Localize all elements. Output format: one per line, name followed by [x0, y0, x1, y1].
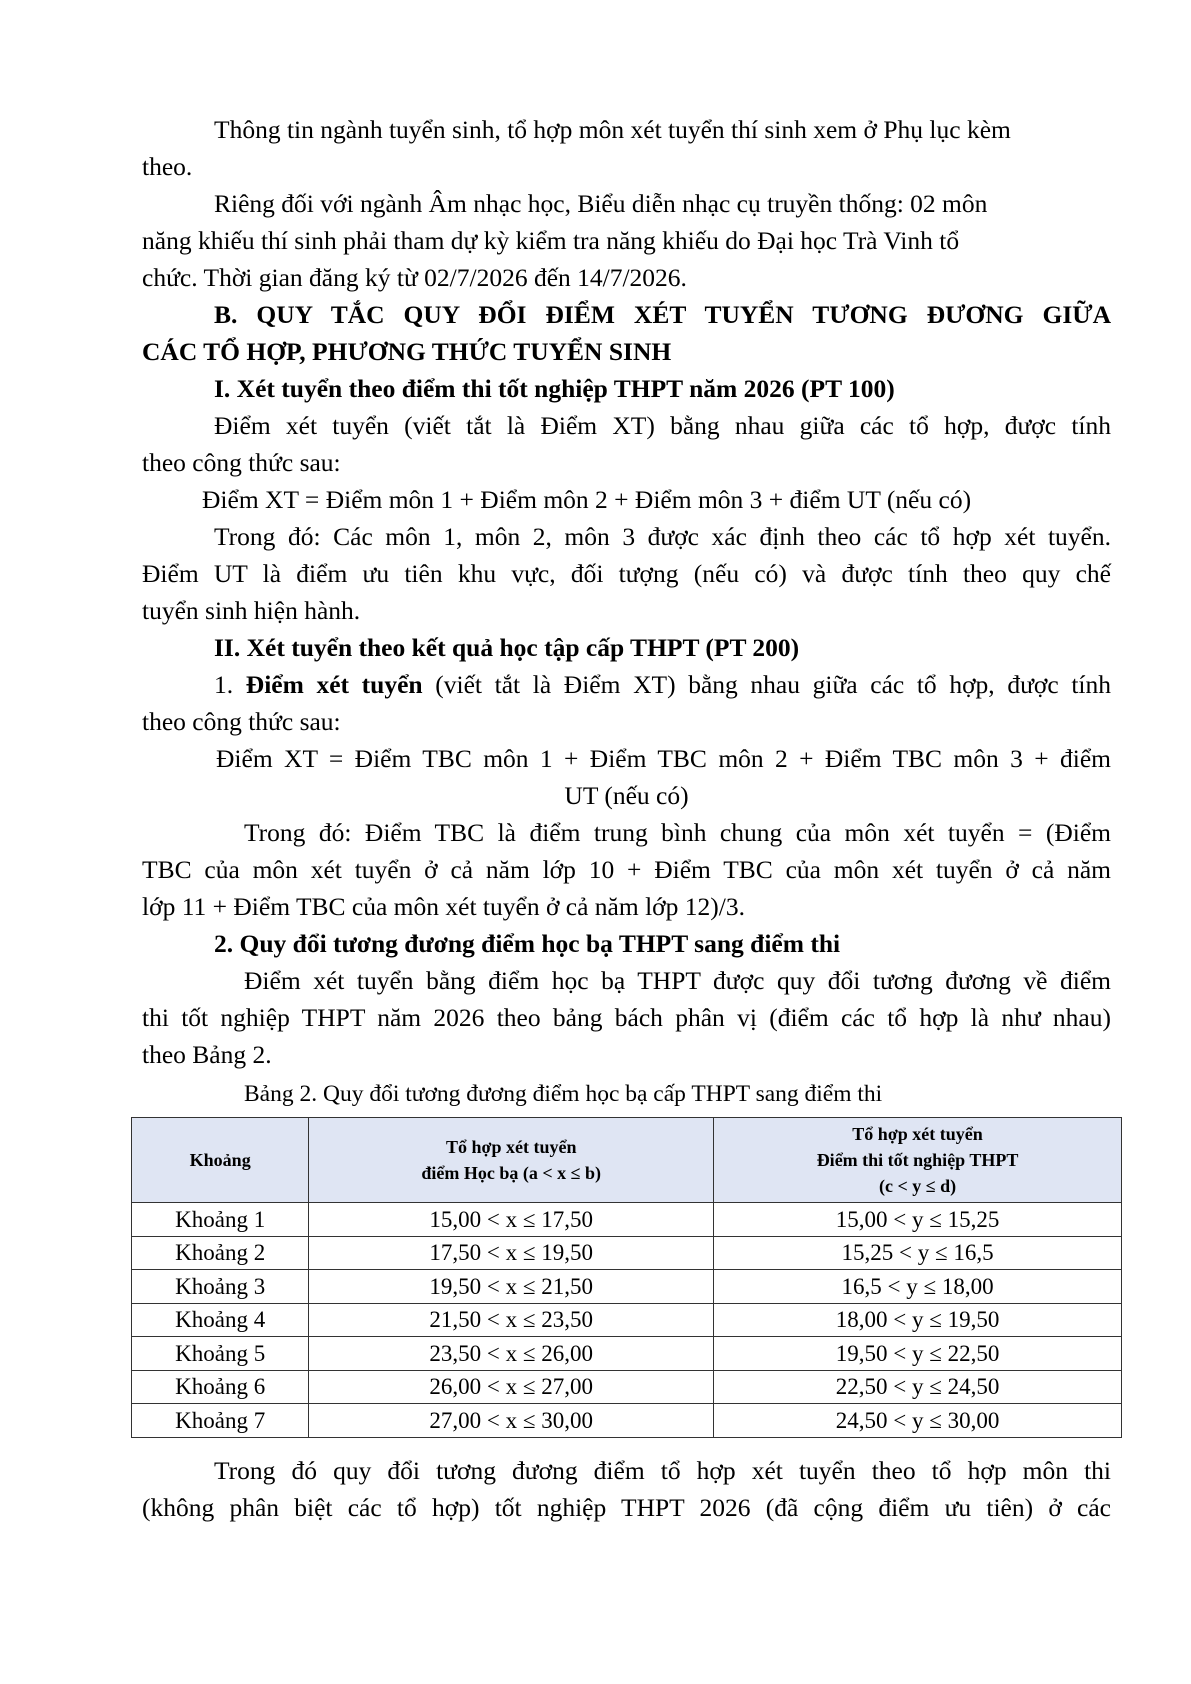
table-row — [132, 1236, 1122, 1270]
section-1-paragraph-1-line-2: theo công thức sau: — [142, 448, 341, 477]
cell-khoang: Khoảng 6 — [132, 1370, 309, 1404]
section-2-formula-line-1: Điểm XT = Điểm TBC môn 1 + Điểm TBC môn 2 + Điểm TBC môn 3 + điểm — [216, 744, 1111, 773]
intro-paragraph-2-line-1: Riêng đối với ngành Âm nhạc học, Biểu diễn nhạc cụ truyền thống: 02 môn — [214, 189, 988, 218]
table-2-caption: Bảng 2. Quy đổi tương đương điểm học bạ cấp THPT sang điểm thi — [244, 1081, 883, 1107]
cell-diem-thi-range: 15,00 < y ≤ 15,25 — [714, 1203, 1122, 1237]
cell-hoc-ba-range: 27,00 < x ≤ 30,00 — [309, 1404, 714, 1438]
cell-khoang: Khoảng 5 — [132, 1337, 309, 1371]
cell-hoc-ba-range: 23,50 < x ≤ 26,00 — [309, 1337, 714, 1371]
section-2-paragraph-1-line-1: 1. Điểm xét tuyển (viết tắt là Điểm XT) bằng nhau giữa các tổ hợp, được tính — [214, 670, 1112, 699]
section-2-paragraph-3-line-1: Điểm xét tuyển bằng điểm học bạ THPT được quy đổi tương đương về điểm — [244, 966, 1111, 995]
intro-paragraph-1-line-1: Thông tin ngành tuyển sinh, tổ hợp môn xét tuyển thí sinh xem ở Phụ lục kèm — [214, 115, 1011, 144]
section-b-heading-line-2: CÁC TỔ HỢP, PHƯƠNG THỨC TUYỂN SINH — [142, 337, 672, 366]
cell-khoang: Khoảng 3 — [132, 1270, 309, 1304]
outro-line-2: (không phân biệt các tổ hợp) tốt nghiệp THPT 2026 (đã cộng điểm ưu tiên) ở các — [142, 1493, 1111, 1522]
section-2-formula-line-2: UT (nếu có) — [564, 781, 689, 810]
section-1-paragraph-2-line-3: tuyển sinh hiện hành. — [142, 596, 361, 625]
section-1-paragraph-2-line-1: Trong đó: Các môn 1, môn 2, môn 3 được xác định theo các tổ hợp xét tuyển. — [214, 522, 1111, 551]
cell-diem-thi-range: 22,50 < y ≤ 24,50 — [714, 1370, 1122, 1404]
section-1-paragraph-1-line-1: Điểm xét tuyển (viết tắt là Điểm XT) bằng nhau giữa các tổ hợp, được tính — [214, 411, 1111, 440]
intro-paragraph-2-line-3: chức. Thời gian đăng ký từ 02/7/2026 đến 14/7/2026. — [142, 263, 687, 292]
section-2-paragraph-2-line-2: TBC của môn xét tuyển ở cả năm lớp 10 + Điểm TBC của môn xét tuyển ở cả năm — [142, 855, 1111, 884]
cell-khoang: Khoảng 2 — [132, 1236, 309, 1270]
section-2-heading: II. Xét tuyển theo kết quả học tập cấp THPT (PT 200) — [214, 633, 800, 662]
intro-paragraph-2-line-2: năng khiếu thí sinh phải tham dự kỳ kiểm tra năng khiếu do Đại học Trà Vinh tổ — [142, 226, 960, 255]
outro-line-1: Trong đó quy đổi tương đương điểm tổ hợp xét tuyển theo tổ hợp môn thi — [214, 1456, 1111, 1485]
intro-paragraph-1-line-2: theo. — [142, 152, 193, 181]
cell-khoang: Khoảng 4 — [132, 1303, 309, 1337]
cell-diem-thi-range: 24,50 < y ≤ 30,00 — [714, 1404, 1122, 1438]
table-header-row — [132, 1118, 1122, 1203]
header-diem-thi: Tổ hợp xét tuyển Điểm thi tốt nghiệp THPT (c < y ≤ d) — [714, 1118, 1122, 1203]
cell-khoang: Khoảng 1 — [132, 1203, 309, 1237]
section-2-paragraph-2-line-3: lớp 11 + Điểm TBC của môn xét tuyển ở cả năm lớp 12)/3. — [142, 892, 745, 921]
section-1-paragraph-2-line-2: Điểm UT là điểm ưu tiên khu vực, đối tượng (nếu có) và được tính theo quy chế — [142, 559, 1111, 588]
cell-hoc-ba-range: 19,50 < x ≤ 21,50 — [309, 1270, 714, 1304]
cell-diem-thi-range: 15,25 < y ≤ 16,5 — [714, 1236, 1122, 1270]
section-2-paragraph-1-line-2: theo công thức sau: — [142, 707, 341, 736]
section-2-bold-term: Điểm xét tuyển — [245, 670, 423, 699]
section-2-paragraph-3-line-2: thi tốt nghiệp THPT năm 2026 theo bảng bách phân vị (điểm các tổ hợp là như nhau) — [142, 1003, 1111, 1032]
header-hoc-ba: Tổ hợp xét tuyển điểm Học bạ (a < x ≤ b) — [309, 1118, 714, 1203]
header-khoang: Khoảng — [132, 1118, 309, 1203]
cell-hoc-ba-range: 26,00 < x ≤ 27,00 — [309, 1370, 714, 1404]
cell-diem-thi-range: 19,50 < y ≤ 22,50 — [714, 1337, 1122, 1371]
section-1-heading: I. Xét tuyển theo điểm thi tốt nghiệp THPT năm 2026 (PT 100) — [214, 374, 895, 403]
cell-diem-thi-range: 18,00 < y ≤ 19,50 — [714, 1303, 1122, 1337]
table-row — [132, 1203, 1122, 1237]
section-2-paragraph-2-line-1: Trong đó: Điểm TBC là điểm trung bình chung của môn xét tuyển = (Điểm — [244, 818, 1111, 847]
conversion-table — [131, 1117, 1122, 1438]
table-row — [132, 1404, 1122, 1438]
table-row — [132, 1370, 1122, 1404]
cell-khoang: Khoảng 7 — [132, 1404, 309, 1438]
section-2-subheading: 2. Quy đổi tương đương điểm học bạ THPT sang điểm thi — [214, 929, 841, 958]
cell-diem-thi-range: 16,5 < y ≤ 18,00 — [714, 1270, 1122, 1304]
section-b-heading-line-1: B. QUY TẮC QUY ĐỔI ĐIỂM XÉT TUYỂN TƯƠNG ĐƯƠNG GIỮA — [214, 300, 1111, 329]
cell-hoc-ba-range: 21,50 < x ≤ 23,50 — [309, 1303, 714, 1337]
cell-hoc-ba-range: 17,50 < x ≤ 19,50 — [309, 1236, 714, 1270]
table-row — [132, 1337, 1122, 1371]
cell-hoc-ba-range: 15,00 < x ≤ 17,50 — [309, 1203, 714, 1237]
section-2-paragraph-3-line-3: theo Bảng 2. — [142, 1040, 272, 1069]
section-1-formula: Điểm XT = Điểm môn 1 + Điểm môn 2 + Điểm môn 3 + điểm UT (nếu có) — [202, 485, 972, 514]
table-row — [132, 1303, 1122, 1337]
table-row — [132, 1270, 1122, 1304]
